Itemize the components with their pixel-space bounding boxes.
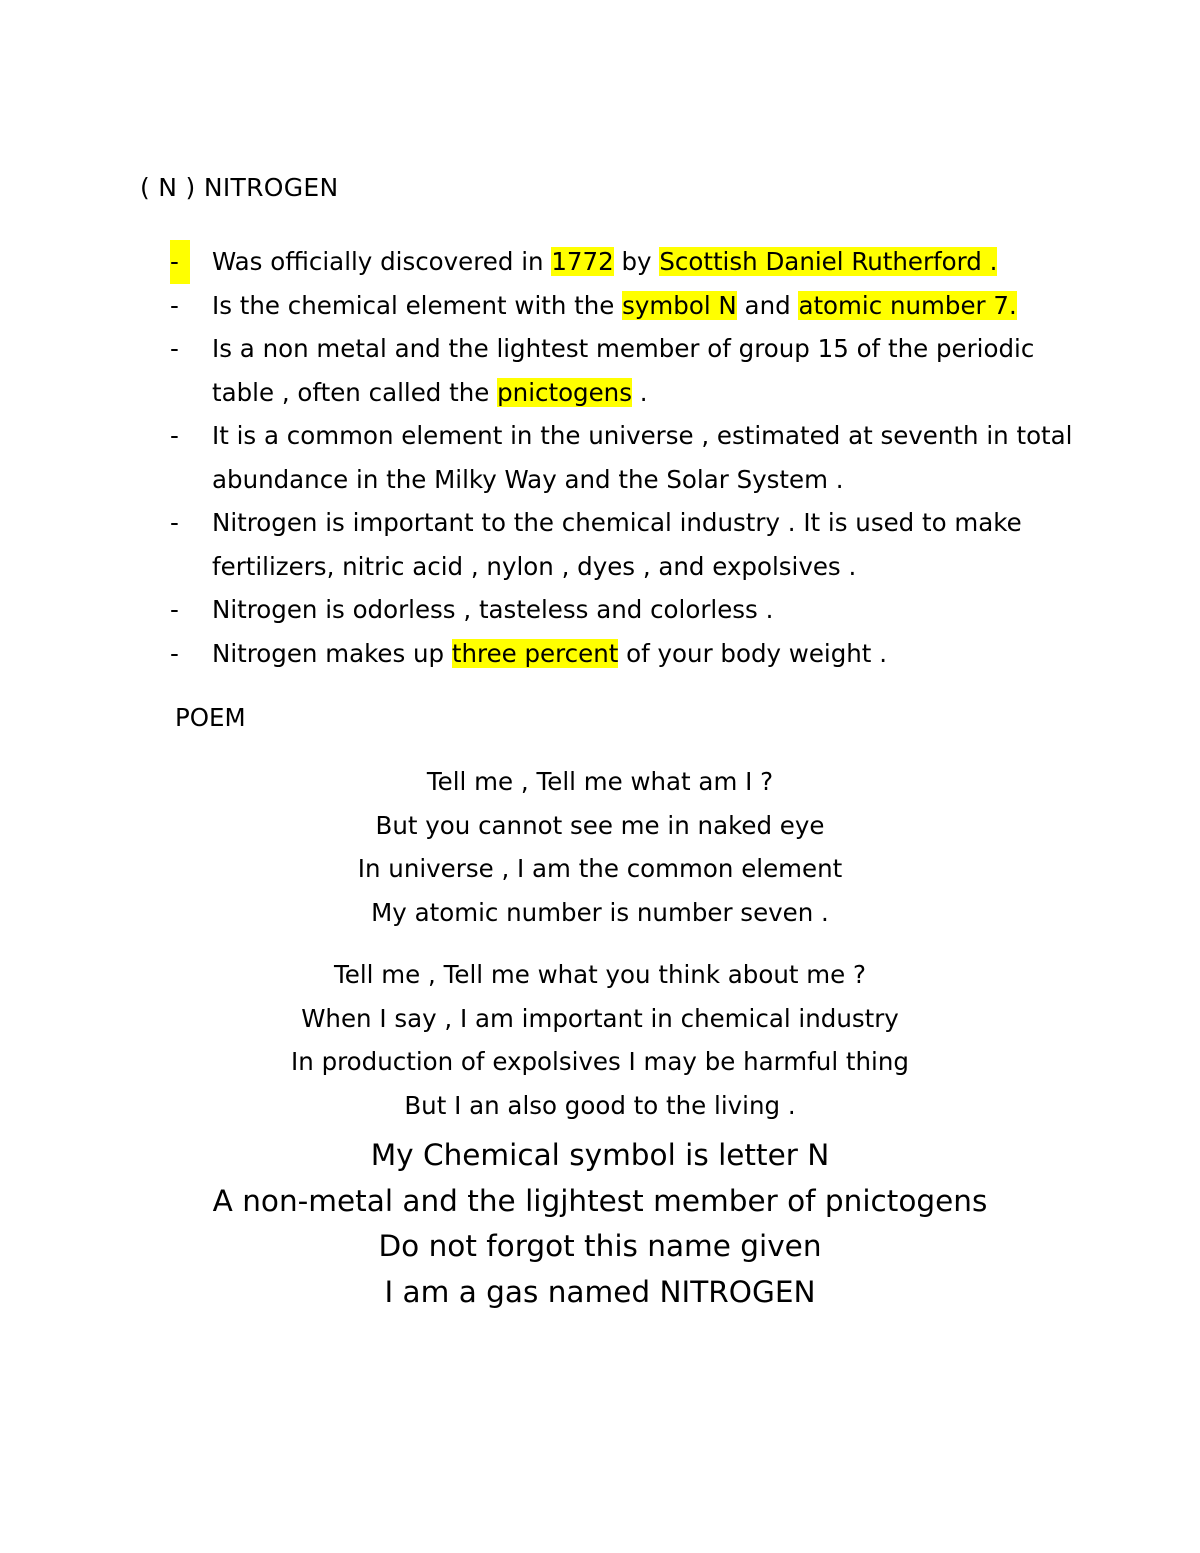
bullet-dash: - — [170, 240, 190, 284]
page-title: ( N ) NITROGEN — [140, 173, 339, 202]
fact-text: Nitrogen is odorless , tasteless and colorless . — [212, 595, 774, 624]
bullet-dash: - — [170, 508, 179, 537]
bullet-dash: - — [170, 421, 179, 450]
bullet-dash: - — [170, 638, 179, 668]
fact-text: Was officially discovered in — [212, 247, 552, 276]
poem-line: Tell me , Tell me what am I ? — [426, 767, 774, 796]
fact-text: by — [613, 247, 660, 276]
bullet-dash: - — [170, 595, 179, 624]
facts-list — [170, 240, 1090, 675]
highlighted-text: pnictogens — [497, 377, 632, 407]
poem-line: A non-metal and the ligjhtest member of pnictogens — [212, 1183, 988, 1218]
poem-line: Tell me , Tell me what you think about me ? — [333, 960, 866, 989]
poem-heading: POEM — [175, 703, 246, 732]
highlighted-text: symbol N — [622, 290, 737, 320]
fact-item — [170, 588, 1090, 632]
poem-line: My Chemical symbol is letter N — [370, 1138, 830, 1172]
poem-line: My atomic number is number seven . — [371, 897, 829, 927]
poem-stanza — [0, 1133, 1200, 1315]
fact-text: and — [736, 290, 799, 320]
highlighted-text: three percent — [451, 638, 619, 668]
highlighted-text: atomic number 7. — [798, 290, 1017, 320]
bullet-dash: - — [170, 290, 179, 320]
fact-text: . — [631, 377, 648, 407]
fact-text: Nitrogen is important to the chemical industry . It is used to make fertilizers, nitric acid , nylon , dyes , and expolsives . — [212, 508, 1022, 581]
fact-item — [170, 632, 1090, 676]
fact-text: It is a common element in the universe , estimated at seventh in total abundance in the Milky Way and the Solar System . — [212, 421, 1073, 494]
highlighted-text: 1772 — [551, 247, 614, 276]
fact-item — [170, 284, 1090, 328]
fact-text: Nitrogen makes up — [212, 638, 452, 668]
fact-text: Is the chemical element with the — [212, 290, 623, 320]
fact-text: of your body weight . — [618, 638, 887, 668]
highlighted-text: Scottish Daniel Rutherford . — [659, 247, 998, 276]
fact-item — [170, 501, 1090, 588]
fact-item — [170, 327, 1090, 414]
poem-line: But you cannot see me in naked eye — [375, 810, 825, 840]
poem-line: But I an also good to the living . — [404, 1090, 796, 1120]
poem-line: Do not forgot this name given — [378, 1229, 822, 1263]
poem-line: I am a gas named NITROGEN — [384, 1274, 816, 1309]
bullet-dash: - — [170, 334, 179, 363]
fact-text: Is a non metal and the lightest member of group 15 of the periodic table , often called the — [212, 334, 1035, 407]
fact-item — [170, 240, 1090, 284]
poem-line: When I say , I am important in chemical industry — [301, 1003, 899, 1033]
fact-item — [170, 414, 1090, 501]
poem-line: In production of expolsives I may be harmful thing — [291, 1047, 909, 1076]
poem-stanza — [0, 953, 1200, 1127]
poem-stanza — [0, 760, 1200, 934]
poem-line: In universe , I am the common element — [357, 854, 843, 883]
